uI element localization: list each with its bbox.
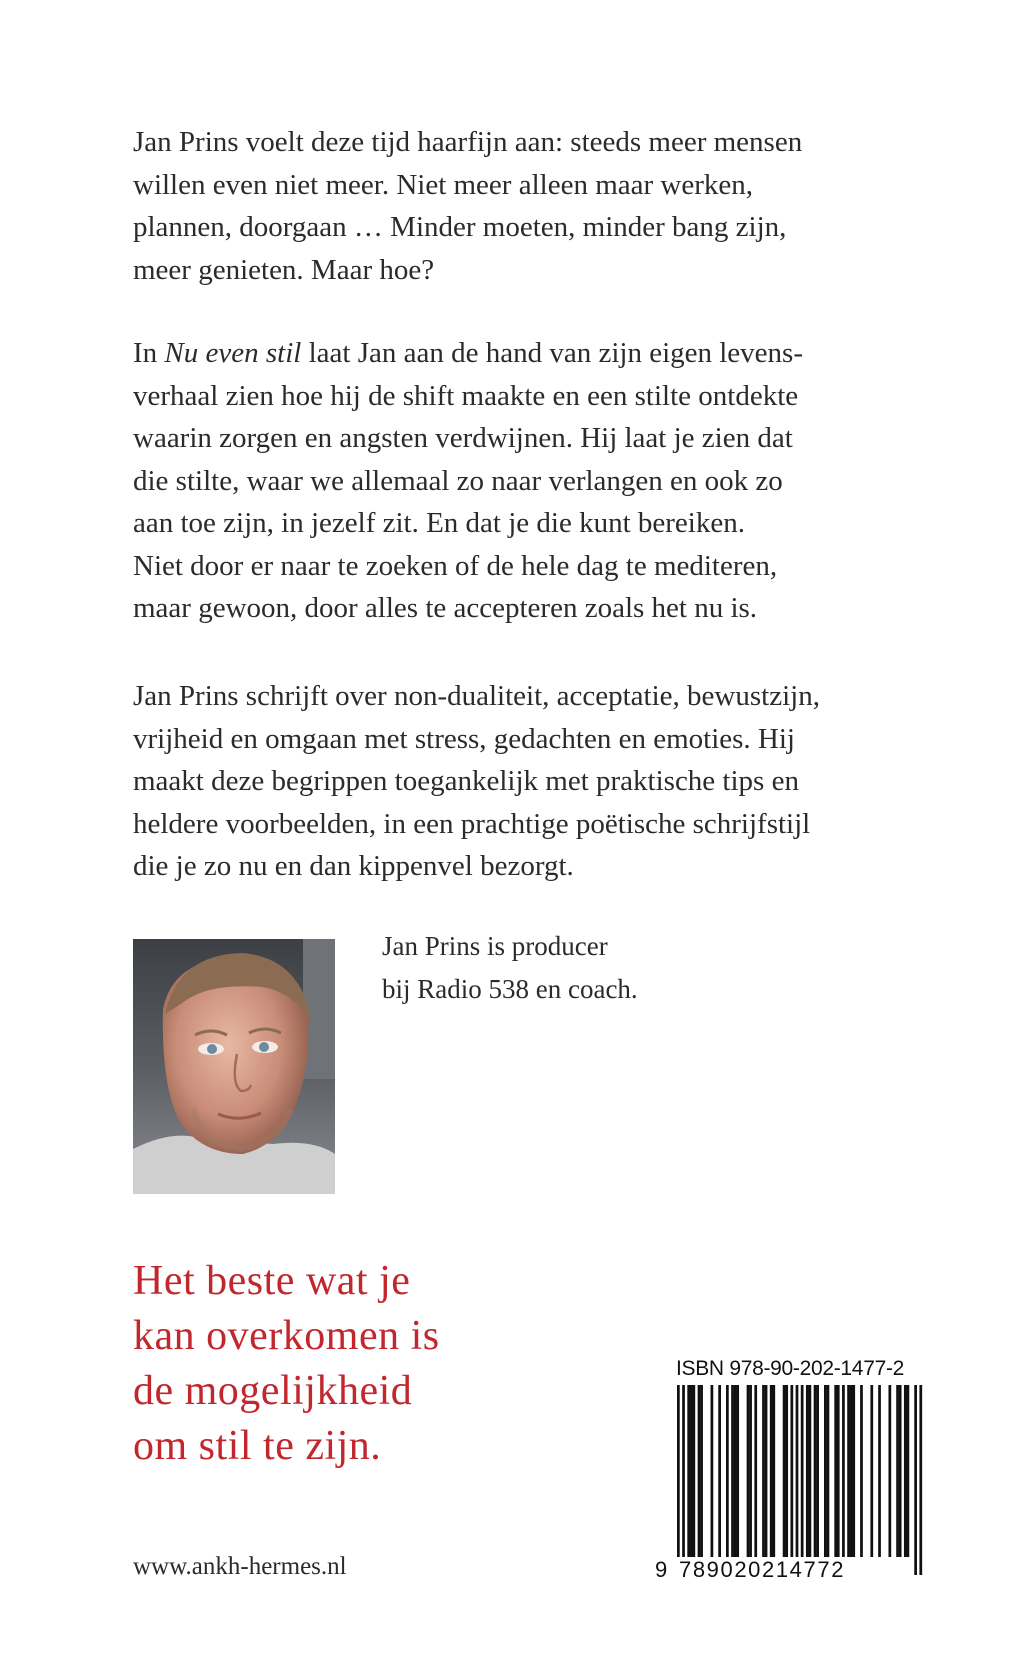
barcode-bar (834, 1385, 837, 1557)
barcode-number: 789020214772 (679, 1557, 846, 1582)
barcode-bar (698, 1385, 701, 1557)
barcode-bar (700, 1385, 703, 1557)
barcode-bar (783, 1385, 786, 1557)
barcode-bar (914, 1385, 917, 1575)
barcode-bar (801, 1385, 804, 1575)
barcode-bar (726, 1385, 729, 1557)
barcode-bar (896, 1385, 899, 1557)
barcode-bar (682, 1385, 685, 1575)
barcode-bar (806, 1385, 809, 1557)
line-prefix: In (133, 337, 165, 369)
pull-quote (133, 1254, 440, 1474)
barcode-bar (765, 1385, 768, 1557)
barcode-bar (718, 1385, 721, 1557)
barcode-bar (762, 1385, 765, 1557)
barcode-bars (655, 1385, 925, 1575)
barcode-bar (790, 1385, 793, 1557)
barcode-bar (731, 1385, 734, 1557)
barcode-bar (827, 1385, 830, 1557)
barcode-bar (919, 1385, 922, 1575)
text-line: Jan Prins is producer (382, 931, 608, 961)
barcode-bar (692, 1385, 695, 1557)
text-line: aan toe zijn, in jezelf zit. En dat je die kunt bereiken. (133, 507, 745, 539)
author-bio (382, 925, 638, 1011)
isbn-label: ISBN 978-90-202-1477-2 (675, 1357, 905, 1380)
barcode-bar (814, 1385, 817, 1557)
barcode-bar (852, 1385, 855, 1557)
text-line: verhaal zien hoe hij de shift maakte en een stilte ontdekte (133, 379, 799, 412)
text-line: meer genieten. Maar hoe? (133, 253, 435, 286)
barcode-bar (690, 1385, 693, 1557)
book-title: Nu even stil (164, 337, 302, 369)
description-paragraph-3 (133, 675, 933, 888)
barcode-bar (904, 1385, 907, 1557)
barcode-bar (850, 1385, 853, 1557)
barcode-bar (888, 1385, 891, 1557)
barcode-bar (754, 1385, 757, 1557)
text-line: plannen, doorgaan … Minder moeten, minder bang zijn, (133, 211, 787, 243)
text-line: maakt deze begrippen toegankelijk met praktische tips en (133, 765, 799, 797)
text-line: die je zo nu en dan kippenvel bezorgt. (133, 850, 574, 882)
barcode-bar (809, 1385, 812, 1557)
quote-line: Het beste wat je (133, 1258, 411, 1304)
barcode-bar (847, 1385, 850, 1557)
barcode-bar (785, 1385, 788, 1557)
barcode-bar (687, 1385, 690, 1557)
barcode-bar (747, 1385, 750, 1557)
barcode-bar (736, 1385, 739, 1557)
text-line: Jan Prins voelt deze tijd haarfijn aan: steeds meer mensen (133, 126, 803, 158)
barcode-bar (878, 1385, 881, 1557)
description-paragraph-2 (133, 332, 933, 630)
barcode-bar (860, 1385, 863, 1557)
text-line: waarin zorgen en angsten verdwijnen. Hij laat je zien dat (133, 422, 793, 454)
barcode-bar (816, 1385, 819, 1557)
barcode-bar (772, 1385, 775, 1557)
text-line: die stilte, waar we allemaal zo naar verlangen en ook zo (133, 464, 783, 497)
text-line: vrijheid en omgaan met stress, gedachten en emoties. Hij (133, 722, 795, 755)
barcode-bar (711, 1385, 714, 1557)
author-photo (133, 939, 335, 1194)
text-line: Jan Prins schrijft over non-dualiteit, acceptatie, bewustzijn, (133, 680, 820, 712)
text-line: heldere voorbeelden, in een prachtige poëtische schrijfstijl (133, 807, 811, 840)
barcode-bar (749, 1385, 752, 1557)
text-line: maar gewoon, door alles te accepteren zoals het nu is. (133, 592, 758, 624)
text-line: bij Radio 538 en coach. (382, 974, 638, 1004)
barcode-bar (899, 1385, 902, 1557)
barcode-bar (870, 1385, 873, 1557)
line-suffix: laat Jan aan de hand van zijn eigen levens- (301, 337, 803, 369)
barcode (655, 1385, 925, 1575)
text-line (133, 332, 933, 375)
barcode-bar (907, 1385, 910, 1557)
text-line: Niet door er naar te zoeken of de hele dag te mediteren, (133, 549, 778, 582)
barcode-bar (842, 1385, 845, 1557)
barcode-bar (677, 1385, 680, 1575)
barcode-bar (734, 1385, 737, 1557)
publisher-website: www.ankh-hermes.nl (133, 1553, 347, 1580)
barcode-bar (796, 1385, 799, 1575)
quote-line: kan overkomen is (133, 1313, 440, 1359)
description-paragraph-1 (133, 121, 933, 291)
barcode-first-digit: 9 (655, 1557, 668, 1582)
text-line: willen even niet meer. Niet meer alleen maar werken, (133, 168, 753, 201)
quote-line: om stil te zijn. (133, 1423, 382, 1469)
barcode-bar (837, 1385, 840, 1557)
barcode-bar (770, 1385, 773, 1557)
quote-line: de mogelijkheid (133, 1368, 413, 1414)
barcode-bar (824, 1385, 827, 1557)
